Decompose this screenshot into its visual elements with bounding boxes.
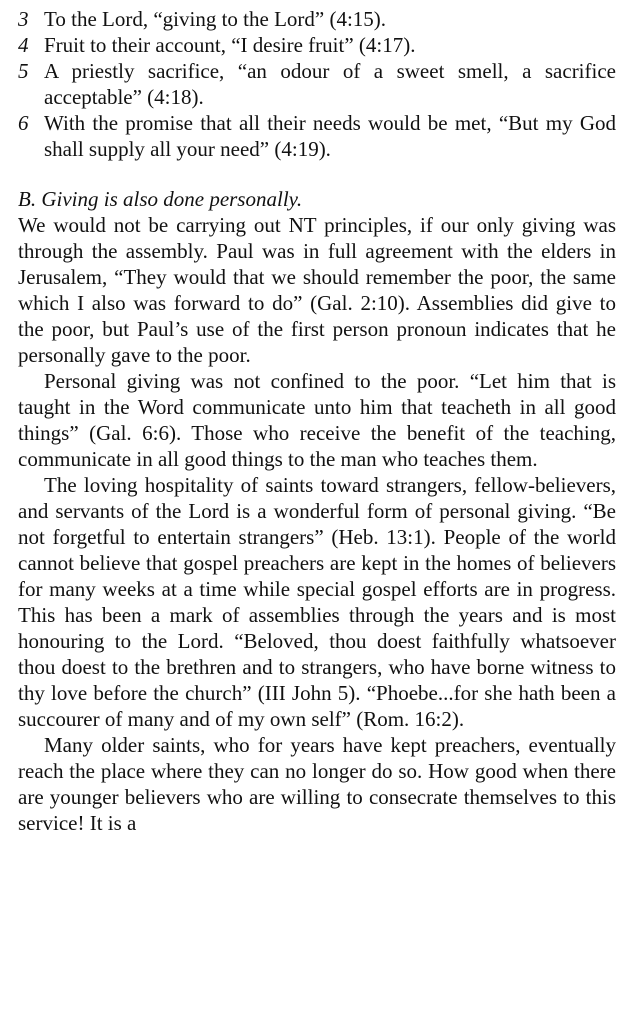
list-item bbox=[18, 6, 616, 32]
paragraph: Personal giving was not confined to the poor. “Let him that is taught in the Word communicate unto him that teacheth in all good things” (Gal. 6:6). Those who receive the benefit of the teaching, communicate in all good things to the man who teaches them. bbox=[18, 369, 616, 471]
list-item-text: Fruit to their account, “I desire fruit” (4:17). bbox=[44, 33, 416, 57]
section-heading: B. Giving is also done personally. bbox=[18, 187, 303, 211]
list-item bbox=[18, 32, 616, 58]
list-item-text: A priestly sacrifice, “an odour of a sweet smell, a sacrifice acceptable” (4:18). bbox=[44, 59, 616, 109]
list-item-number: 6 bbox=[18, 111, 29, 135]
list-item-number: 5 bbox=[18, 59, 29, 83]
document-page bbox=[18, 6, 616, 836]
list-item-number: 3 bbox=[18, 7, 29, 31]
paragraph: Many older saints, who for years have kept preachers, eventually reach the place where they can no longer do so. How good when there are younger believers who are willing to consecrate themselves to this service! It is a bbox=[18, 733, 616, 835]
list-item bbox=[18, 110, 616, 162]
paragraph: The loving hospitality of saints toward strangers, fellow-believers, and servants of the Lord is a wonderful form of personal giving. “Be not forgetful to entertain strangers” (Heb. 13:1). People of the world cannot believe that gospel preachers are kept in the homes of believers for many weeks at a time while special gospel efforts are in progress. This has been a mark of assemblies through the years and is most honouring to the Lord. “Beloved, thou doest faithfully whatsoever thou doest to the brethren and to strangers, who have borne witness to thy love before the church” (III John 5). “Phoebe...for she hath been a succourer of many and of my own self” (Rom. 16:2). bbox=[18, 473, 616, 731]
list-item bbox=[18, 58, 616, 110]
numbered-list bbox=[18, 6, 616, 162]
paragraph: We would not be carrying out NT principles, if our only giving was through the assembly. Paul was in full agreement with the elders in Jerusalem, “They would that we should remember the poor, the same which I also was forward to do” (Gal. 2:10). Assemblies did give to the poor, but Paul’s use of the first person pronoun indicates that he personally gave to the poor. bbox=[18, 213, 616, 367]
list-item-text: With the promise that all their needs would be met, “But my God shall supply all your need” (4:19). bbox=[44, 111, 616, 161]
list-item-text: To the Lord, “giving to the Lord” (4:15). bbox=[44, 7, 387, 31]
list-item-number: 4 bbox=[18, 33, 29, 57]
